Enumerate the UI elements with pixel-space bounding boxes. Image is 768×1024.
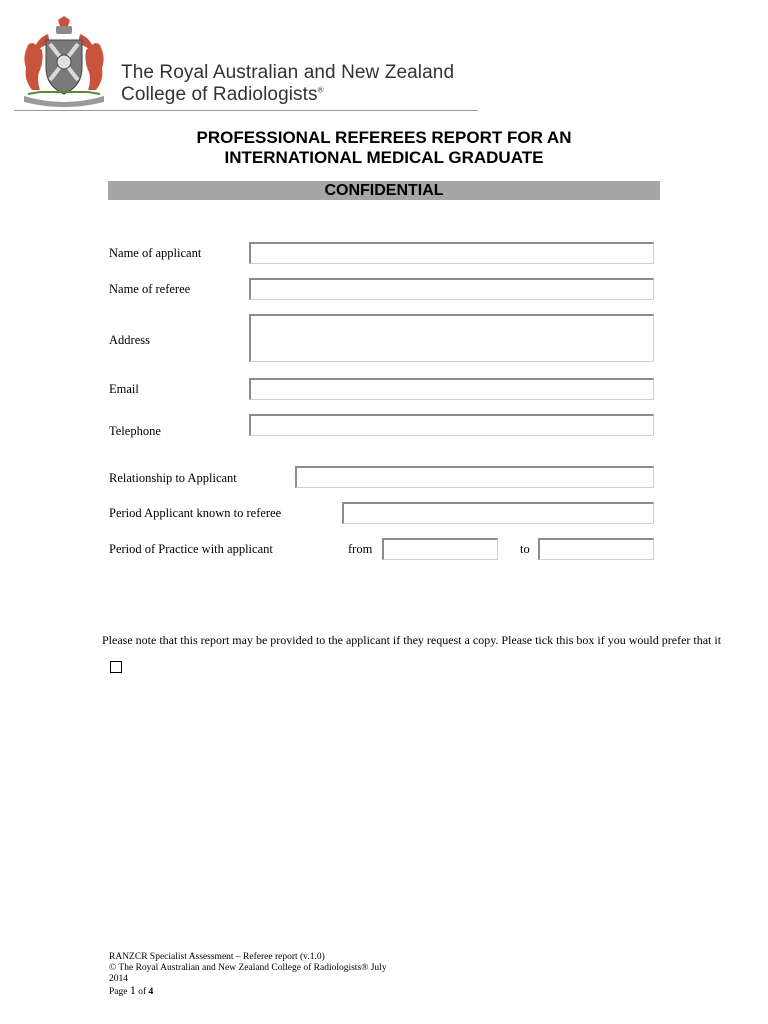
relationship-field[interactable]: [295, 466, 654, 488]
confidential-banner: CONFIDENTIAL: [108, 181, 660, 200]
header-divider: [14, 110, 478, 111]
registered-mark: ®: [317, 85, 324, 95]
footer-year: 2014: [109, 974, 128, 984]
page-of: of: [138, 987, 147, 997]
footer-document-id: RANZCR Specialist Assessment – Referee report (v.1.0): [109, 952, 325, 962]
withhold-copy-checkbox[interactable]: [110, 661, 122, 673]
practice-period-label: Period of Practice with applicant: [109, 542, 273, 556]
address-label: Address: [109, 333, 150, 347]
footer-copyright: © The Royal Australian and New Zealand College of Radiologists® July: [109, 963, 387, 973]
relationship-label: Relationship to Applicant: [109, 471, 237, 485]
practice-from-field[interactable]: [382, 538, 498, 560]
coat-of-arms-icon: [18, 16, 110, 108]
organisation-name-line2: [121, 84, 324, 106]
referee-name-field[interactable]: [249, 278, 654, 300]
page-total: 4: [148, 987, 154, 997]
address-field[interactable]: [249, 314, 654, 362]
organisation-name-line1: The Royal Australian and New Zealand: [121, 62, 455, 83]
telephone-label: Telephone: [109, 424, 161, 438]
document-title-line2: INTERNATIONAL MEDICAL GRADUATE: [224, 148, 544, 167]
applicant-name-label: Name of applicant: [109, 246, 202, 260]
privacy-note: Please note that this report may be provided to the applicant if they request a copy. Please tick this box if you would prefer that it: [102, 633, 722, 647]
from-label: from: [348, 542, 373, 556]
organisation-name-line2-text: College of Radiologists: [121, 84, 318, 105]
document-title-line1: PROFESSIONAL REFEREES REPORT FOR AN: [196, 128, 572, 147]
page-word: Page: [109, 987, 128, 997]
email-field[interactable]: [249, 378, 654, 400]
to-label: to: [520, 542, 530, 556]
practice-to-field[interactable]: [538, 538, 654, 560]
footer-page-number: [109, 985, 153, 998]
applicant-name-field[interactable]: [249, 242, 654, 264]
email-label: Email: [109, 382, 139, 396]
page-current: 1: [129, 983, 136, 997]
referee-name-label: Name of referee: [109, 282, 191, 296]
period-known-field[interactable]: [342, 502, 654, 524]
telephone-field[interactable]: [249, 414, 654, 436]
period-known-label: Period Applicant known to referee: [109, 506, 282, 520]
